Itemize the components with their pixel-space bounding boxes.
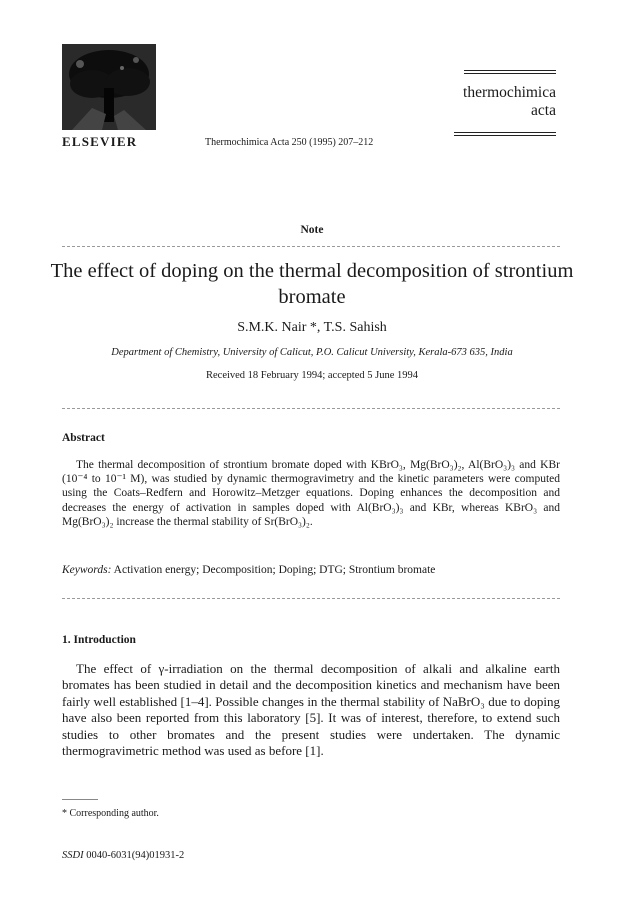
article-type-label: Note (300, 224, 324, 236)
ssdi-code: 0040-6031(94)01931-2 (86, 850, 185, 861)
abstract-heading: Abstract (62, 432, 105, 444)
divider (62, 246, 560, 247)
masthead-rule-bottom-2 (454, 135, 556, 136)
section-heading: 1. Introduction (62, 634, 136, 646)
keywords-line (62, 564, 560, 576)
divider (62, 598, 560, 599)
introduction-text: The effect of γ-irradiation on the thermal decomposition of alkali and alkaline earth bromates has been studied in detail and the decomposition kinetics and mechanism have been fairly well established [1–4]. Possible changes in the thermal stability of NaBrO₃ due to doping have also been reported from this laboratory [5]. It was of interest, therefore, to extend such studies to other bromates and the present studies were undertaken. The dynamic thermogravimetric method was used as before [1]. (62, 661, 560, 759)
keywords-list: Activation energy; Decomposition; Doping; DTG; Strontium bromate (113, 564, 436, 576)
masthead-rule-top (464, 70, 556, 71)
ssdi-line (62, 850, 184, 861)
affiliation: Department of Chemistry, University of Calicut, P.O. Calicut University, Kerala-673 635, India (111, 347, 513, 358)
masthead-rule-top-2 (464, 73, 556, 74)
journal-citation: Thermochimica Acta 250 (1995) 207–212 (205, 137, 374, 148)
journal-name: thermochimica (463, 84, 556, 101)
divider (62, 408, 560, 409)
ssdi-label: SSDI (62, 850, 84, 861)
authors: S.M.K. Nair *, T.S. Sahish (237, 320, 387, 335)
abstract-text: The thermal decomposition of strontium bromate doped with KBrO₃, Mg(BrO₃)₂, Al(BrO₃)₃ and KBr (10⁻⁴ to 10⁻¹ M), was studied by dynamic thermogravimetry and the kinetic parameters were computed using the Coats–Redfern and Horowitz–Metzger equations. Doping enhances the decomposition and decreases the energy of activation in samples doped with Al(BrO₃)₃ and KBr, whereas KBrO₃ and Mg(BrO₃)₂ increase the thermal stability of Sr(BrO₃)₂. (62, 459, 560, 528)
footnote: * Corresponding author. (62, 808, 159, 819)
masthead-rule-bottom (454, 132, 556, 133)
elsevier-tree-logo-icon (62, 44, 156, 130)
article-title: The effect of doping on the thermal decomposition of strontium bromate (50, 260, 574, 308)
journal-subname: acta (531, 102, 556, 119)
publisher-name: ELSEVIER (62, 134, 138, 149)
keywords-label: Keywords: (62, 564, 112, 576)
footnote-rule (62, 799, 98, 800)
received-dates: Received 18 February 1994; accepted 5 June 1994 (206, 370, 418, 381)
journal-masthead (454, 70, 556, 136)
